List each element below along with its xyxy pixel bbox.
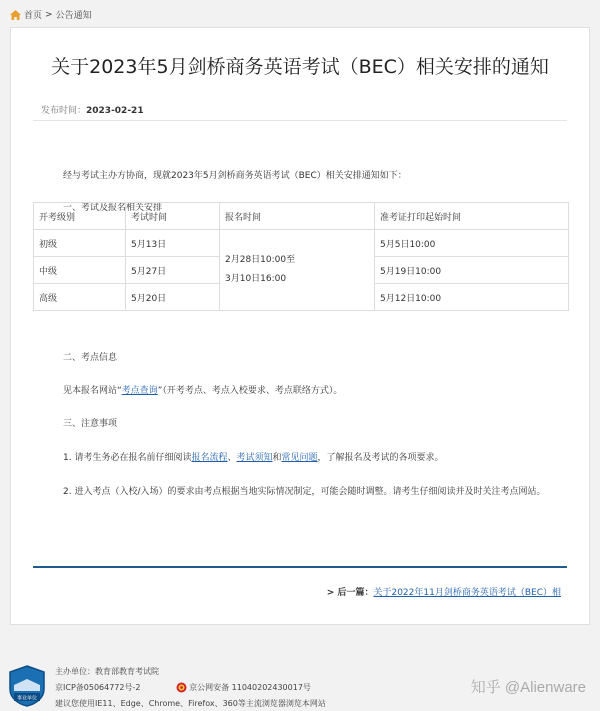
next-article-link[interactable]: 关于2022年11月剑桥商务英语考试（BEC）相 (373, 588, 561, 598)
footer (0, 655, 600, 711)
table-header: 准考证打印起始时间 (375, 203, 569, 230)
registration-cell (220, 230, 375, 311)
police-record-link[interactable]: 京公网安备 11040202430017号 (189, 683, 311, 692)
table-cell: 5月5日10:00 (375, 230, 569, 257)
footer-sponsor: 主办单位：教育部教育考试院 (55, 667, 159, 676)
table-header: 报名时间 (220, 203, 375, 230)
article-title: 关于2023年5月剑桥商务英语考试（BEC）相关安排的通知 (51, 56, 549, 78)
note-1-suffix: ，了解报名及考试的各项要求。 (317, 453, 444, 463)
table-header: 考试时间 (126, 203, 220, 230)
note-1 (63, 450, 444, 463)
badge-text: 事业单位 (16, 695, 38, 702)
registration-process-link[interactable]: 报名流程 (191, 453, 228, 463)
intro-paragraph: 经与考试主办方协商，现就2023年5月剑桥商务英语考试（BEC）相关安排通知如下： (63, 171, 407, 181)
table-row (34, 230, 569, 257)
table-cell: 5月27日 (126, 257, 220, 284)
footer-records (55, 682, 311, 693)
date-value: 2023-02-21 (86, 106, 144, 116)
faq-link[interactable]: 常见问题 (281, 453, 318, 463)
police-emblem-icon (176, 682, 187, 693)
table-cell: 5月20日 (126, 284, 220, 311)
site-paragraph (63, 383, 342, 396)
site-prefix: 见本报名网站“ (63, 386, 122, 396)
site-query-link[interactable]: 考点查询 (121, 386, 158, 396)
footer-browser-note: 建议您使用IE11、Edge、Chrome、Firefox、360等主流浏览器浏览本网站 (55, 699, 326, 708)
schedule-table (33, 202, 569, 311)
article-bottom-divider (33, 566, 567, 568)
next-article (327, 585, 561, 598)
section-heading-2: 二、考点信息 (63, 353, 118, 363)
section-heading-3: 三、注意事项 (63, 419, 118, 429)
breadcrumb-separator: > (45, 9, 53, 20)
table-cell: 中级 (34, 257, 126, 284)
article-meta (41, 103, 144, 116)
home-icon (10, 10, 21, 20)
note-1-sep2: 和 (272, 453, 282, 463)
next-article-label: > 后一篇： (326, 588, 374, 598)
table-cell: 高级 (34, 284, 126, 311)
registration-start: 2月28日10:00至 (225, 255, 296, 265)
registration-end: 3月10日16:00 (225, 274, 287, 284)
article-card (10, 27, 590, 625)
table-header-row (34, 203, 569, 230)
table-header: 开考级别 (34, 203, 126, 230)
table-cell: 5月19日10:00 (375, 257, 569, 284)
table-cell: 初级 (34, 230, 126, 257)
note-1-sep: 、 (227, 453, 237, 463)
date-label: 发布时间： (41, 106, 87, 116)
table-cell: 5月12日10:00 (375, 284, 569, 311)
note-1-prefix: 1. 请考生务必在报名前仔细阅读 (63, 453, 192, 463)
site-suffix: ”（开考考点、考点入校要求、考点联络方式）。 (157, 386, 343, 396)
icp-link[interactable]: 京ICP备05064772号-2 (55, 683, 141, 692)
meta-divider (33, 120, 567, 121)
breadcrumb (10, 8, 92, 21)
section-heading-1: 一、考试及报名相关安排 (63, 203, 163, 213)
breadcrumb-home-link[interactable]: 首页 (24, 11, 43, 21)
zhihu-watermark: 知乎 @Alienware (470, 679, 586, 696)
note-2: 2. 进入考点（入校/入场）的要求由考点根据当地实际情况制定，可能会随时调整。请考生仔细阅读并及时关注考点网站。 (63, 487, 546, 497)
institution-badge-icon[interactable] (8, 665, 46, 707)
table-cell: 5月13日 (126, 230, 220, 257)
exam-notice-link[interactable]: 考试须知 (236, 453, 273, 463)
breadcrumb-current-link[interactable]: 公告通知 (55, 11, 92, 21)
